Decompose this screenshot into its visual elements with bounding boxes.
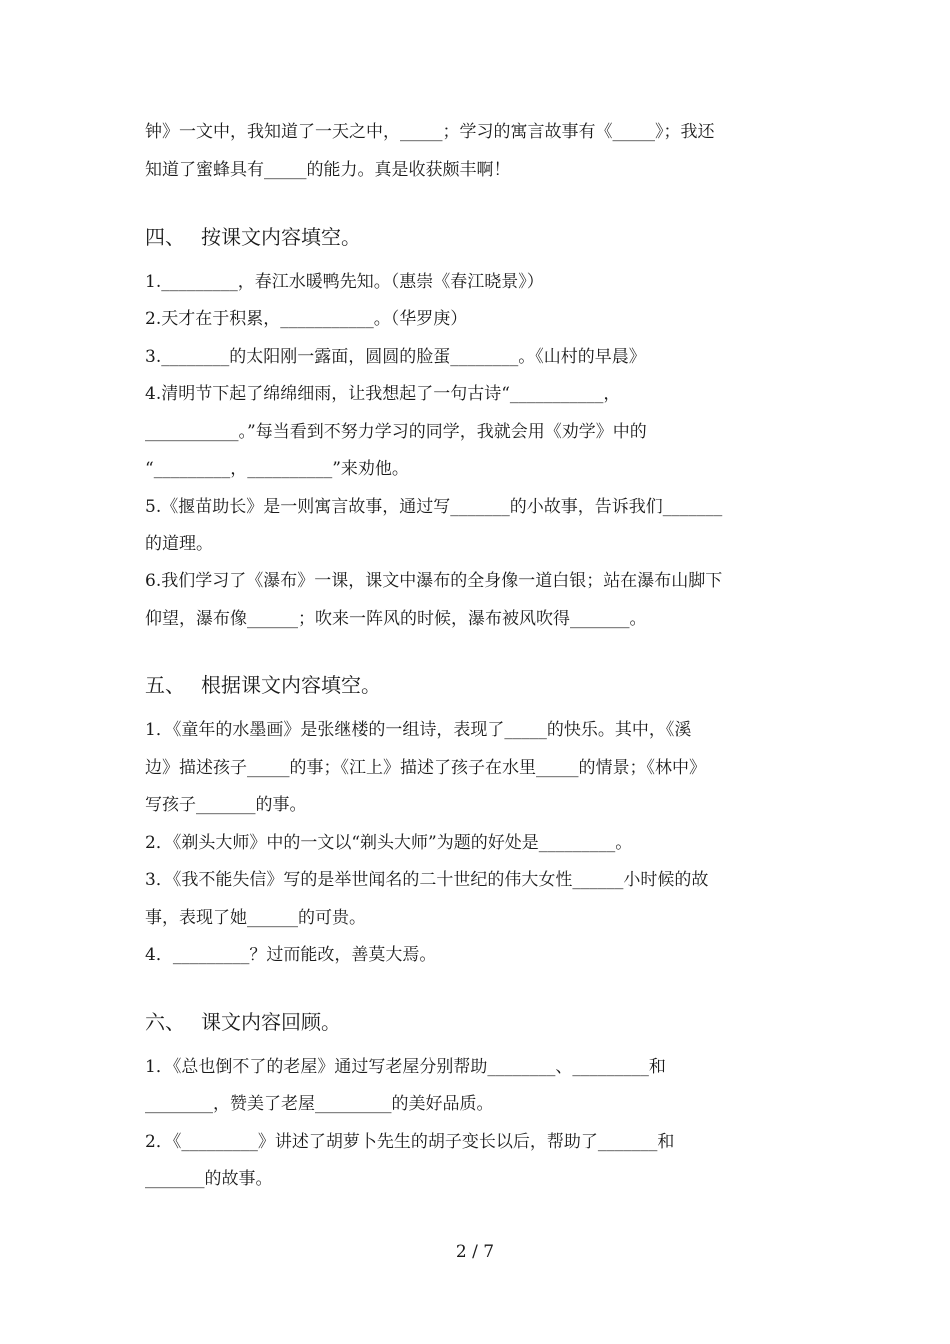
section-6-title: 课文内容回顾。 <box>201 1010 341 1034</box>
section-4-line-1: 1._________，春江水暖鸭先知。（惠崇《春江晓景》） <box>145 272 544 292</box>
section-4-number: 四、 <box>145 225 185 249</box>
section-4-line-7: 5.《揠苗助长》是一则寓言故事，通过写_______的小故事，告诉我们_______ <box>145 497 723 517</box>
section-6-number: 六、 <box>145 1010 185 1034</box>
section-6-line-2: ________，赞美了老屋_________的美好品质。 <box>145 1094 494 1114</box>
section-5-number: 五、 <box>145 673 185 697</box>
section-4-line-4: 4.清明节下起了绵绵细雨，让我想起了一句古诗“___________， <box>145 384 621 404</box>
section-5-title: 根据课文内容填空。 <box>201 673 381 697</box>
section-4-heading <box>145 225 361 249</box>
section-6-line-3: 2．《_________》讲述了胡萝卜先生的胡子变长以后，帮助了_______和 <box>145 1132 675 1152</box>
section-5-line-5: 3．《我不能失信》写的是举世闻名的二十世纪的伟大女性______小时候的故 <box>145 870 709 890</box>
section-4-line-2: 2.天才在于积累，___________。（华罗庚） <box>145 309 468 329</box>
intro-line-1: 钟》一文中，我知道了一天之中，_____；学习的寓言故事有《_____》；我还 <box>145 122 715 142</box>
section-4-line-9: 6.我们学习了《瀑布》一课，课文中瀑布的全身像一道白银；站在瀑布山脚下 <box>145 571 723 591</box>
section-5-line-4: 2．《剃头大师》中的一文以“剃头大师”为题的好处是_________。 <box>145 833 633 853</box>
section-5-line-7: 4．_________？过而能改，善莫大焉。 <box>145 945 437 965</box>
section-4-line-6: “_________，__________”来劝他。 <box>145 459 409 479</box>
section-5-line-3: 写孩子_______的事。 <box>145 795 307 815</box>
section-4-line-5: ___________。”每当看到不努力学习的同学，我就会用《劝学》中的 <box>145 422 647 442</box>
section-4-line-3: 3.________的太阳刚一露面，圆圆的脸蛋________。《山村的早晨》 <box>145 347 646 367</box>
page-number: 2 / 7 <box>455 1242 495 1262</box>
section-6-line-1: 1．《总也倒不了的老屋》通过写老屋分别帮助________、_________和 <box>145 1057 666 1077</box>
section-5-heading <box>145 673 381 697</box>
section-5-line-6: 事，表现了她______的可贵。 <box>145 908 366 928</box>
intro-line-2: 知道了蜜蜂具有_____的能力。真是收获颇丰啊！ <box>145 160 511 180</box>
section-5-line-1: 1．《童年的水墨画》是张继楼的一组诗，表现了_____的快乐。其中，《溪 <box>145 720 692 740</box>
section-4-line-10: 仰望，瀑布像______；吹来一阵风的时候，瀑布被风吹得_______。 <box>145 609 647 629</box>
section-5-line-2: 边》描述孩子_____的事；《江上》描述了孩子在水里_____的情景；《林中》 <box>145 758 706 778</box>
section-6-line-4: _______的故事。 <box>145 1169 273 1189</box>
section-4-line-8: 的道理。 <box>145 534 213 554</box>
section-4-title: 按课文内容填空。 <box>201 225 361 249</box>
section-6-heading <box>145 1010 341 1034</box>
